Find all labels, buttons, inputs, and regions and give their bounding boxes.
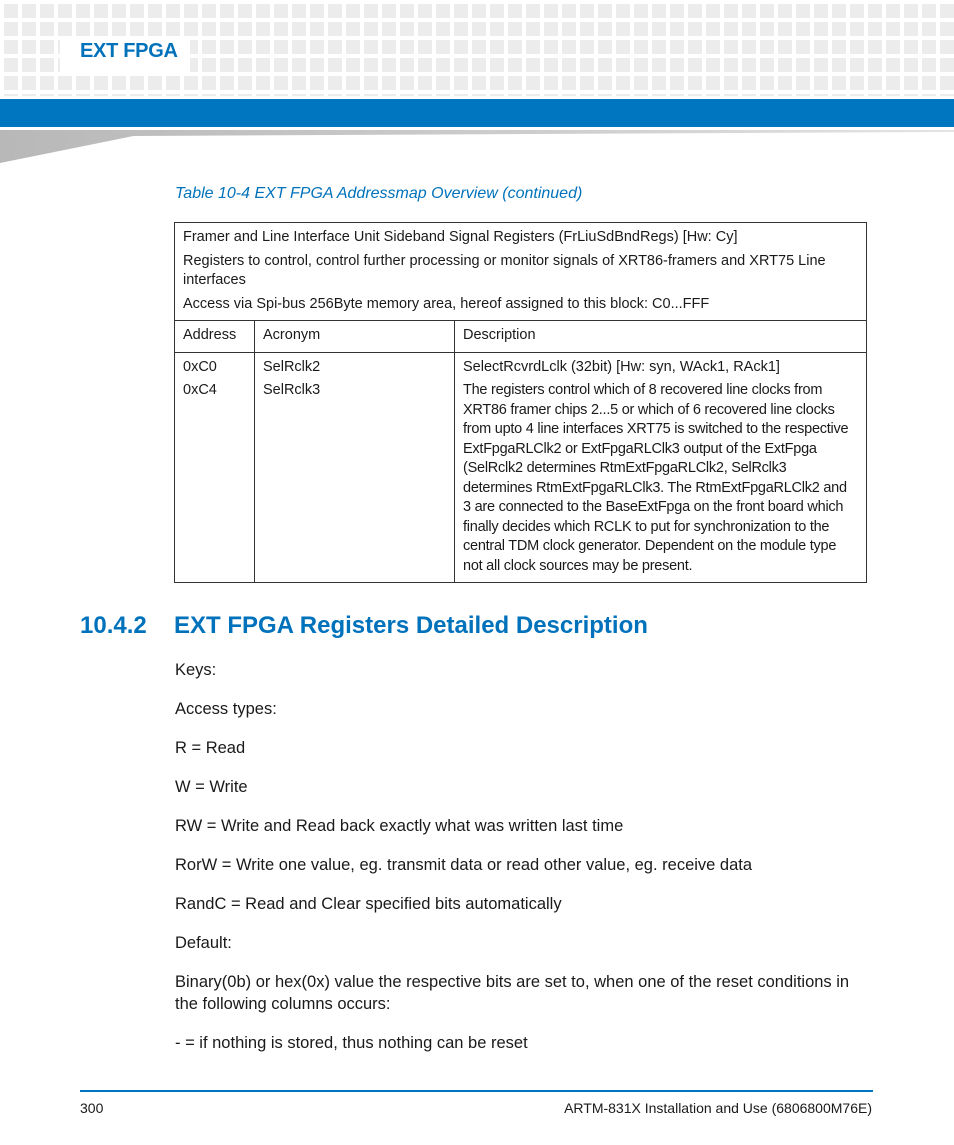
description-cell (455, 352, 867, 583)
acronym-value: SelRclk3 (263, 382, 321, 398)
page-number: 300 (80, 1100, 104, 1116)
table-block-header-row (175, 223, 867, 321)
table-row (175, 352, 867, 583)
header-grey-swoosh (0, 130, 954, 163)
section-title: EXT FPGA Registers Detailed Description (174, 612, 648, 639)
table-block-header-cell (175, 223, 867, 321)
column-header-acronym: Acronym (255, 321, 455, 353)
address-cell (175, 352, 255, 583)
addressmap-table (174, 222, 867, 583)
body-text (175, 659, 875, 1071)
acronym-value: SelRclk2 (263, 358, 321, 375)
body-paragraph: - = if nothing is stored, thus nothing can be reset (175, 1034, 528, 1052)
section-number: 10.4.2 (80, 612, 147, 639)
body-paragraph: Default: (175, 934, 232, 952)
description-title: SelectRcvrdLclk (32bit) [Hw: syn, WAck1, RAck1] (463, 358, 780, 375)
block-title: Framer and Line Interface Unit Sideband Signal Registers (FrLiuSdBndRegs) [Hw: Cy] (183, 229, 738, 245)
column-header-description: Description (455, 321, 867, 353)
chapter-title: EXT FPGA (80, 40, 178, 62)
body-paragraph: RandC = Read and Clear specified bits automatically (175, 895, 562, 913)
column-header-address: Address (175, 321, 255, 353)
block-purpose: Registers to control, control further processing or monitor signals of XRT86-framers and XRT75 Line interfaces (183, 252, 826, 288)
body-paragraph: Keys: (175, 661, 217, 679)
acronym-cell (255, 352, 455, 583)
header-blue-bar (0, 99, 954, 127)
body-paragraph: RorW = Write one value, eg. transmit data or read other value, eg. receive data (175, 856, 753, 874)
body-paragraph: R = Read (175, 739, 246, 757)
document-title: ARTM-831X Installation and Use (6806800M76E) (564, 1100, 872, 1116)
address-value: 0xC4 (183, 382, 217, 398)
address-value: 0xC0 (183, 358, 217, 375)
table-caption: Table 10-4 EXT FPGA Addressmap Overview (continued) (175, 185, 583, 202)
body-paragraph: W = Write (175, 778, 248, 796)
description-body: The registers control which of 8 recovered line clocks from XRT86 framer chips 2...5 or which of 6 recovered line clocks from upto 4 line interfaces XRT75 is switched to the respective ExtFpgaRLClk2 or ExtFpgaRLClk3 output of the ExtFpga (SelRclk2 determines RtmExtFpgaRLClk2, SelRclk3 determines RtmExtFpgaRLClk3. The RtmExtFpgaRLClk2 and 3 are connected to the BaseExtFpga on the front board which finally decides which RCLK to put for synchronization to the central TDM clock generator. Dependent on the module type not all clock sources may be present. (463, 382, 849, 574)
body-paragraph: RW = Write and Read back exactly what was written last time (175, 817, 624, 835)
footer-rule (80, 1090, 873, 1092)
section-heading (80, 612, 648, 640)
table-column-header-row (175, 321, 867, 353)
body-paragraph: Access types: (175, 700, 277, 718)
block-access: Access via Spi-bus 256Byte memory area, hereof assigned to this block: C0...FFF (183, 295, 710, 312)
body-paragraph: Binary(0b) or hex(0x) value the respective bits are set to, when one of the reset conditions in the following columns occurs: (175, 973, 850, 1013)
